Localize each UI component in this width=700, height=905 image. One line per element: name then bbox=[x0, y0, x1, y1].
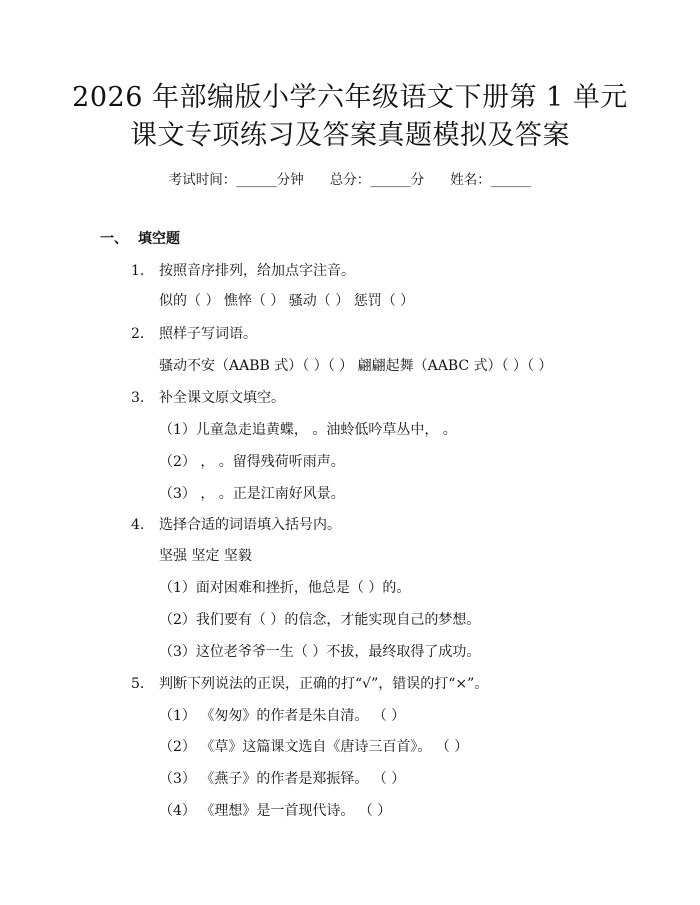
question-number: 3. bbox=[131, 390, 145, 406]
question-text: 判断下列说法的正误，正确的打“√”，错误的打“×”。 bbox=[159, 676, 489, 692]
question-5-line-2: （2） 《草》这篇课文选自《唐诗三百首》。 （ ） bbox=[159, 739, 469, 755]
question-4 bbox=[131, 515, 341, 535]
question-4-line-3: （3）这位老爷爷一生（ ）不拔，最终取得了成功。 bbox=[159, 644, 481, 660]
question-4-word-bank: 坚强 坚定 坚毅 bbox=[159, 548, 252, 564]
question-text: 选择合适的词语填入括号内。 bbox=[159, 517, 341, 533]
question-3-line-1: （1）儿童急走追黄蝶， 。油蛉低吟草丛中， 。 bbox=[159, 422, 457, 438]
question-2-line-1: 骚动不安（AABB 式）（ ）（ ） 翩翩起舞（AABC 式）（ ）（ ） bbox=[159, 358, 553, 374]
page-title-line2: 课文专项练习及答案真题模拟及答案 bbox=[130, 120, 570, 151]
question-text: 照样子写词语。 bbox=[159, 326, 257, 342]
exam-time-label: 考试时间：______分钟 bbox=[168, 172, 304, 188]
question-3 bbox=[131, 388, 285, 408]
question-4-line-1: （1）面对困难和挫折，他总是（ ）的。 bbox=[159, 580, 411, 596]
exam-meta bbox=[0, 168, 700, 188]
question-number: 2. bbox=[131, 326, 145, 342]
name-label: 姓名：______ bbox=[450, 172, 532, 188]
question-1 bbox=[131, 261, 355, 281]
question-number: 4. bbox=[131, 517, 145, 533]
question-5-line-4: （4） 《理想》是一首现代诗。 （ ） bbox=[159, 803, 392, 819]
question-5 bbox=[131, 674, 488, 694]
question-text: 按照音序排列，给加点字注音。 bbox=[159, 263, 355, 279]
question-2 bbox=[131, 324, 257, 344]
section-heading bbox=[100, 229, 180, 249]
score-label: 总分：______分 bbox=[329, 172, 425, 188]
question-3-line-2: （2） ， 。留得残荷听雨声。 bbox=[159, 454, 345, 470]
question-3-line-3: （3） ， 。正是江南好风景。 bbox=[159, 486, 345, 502]
question-4-line-2: （2）我们要有（ ）的信念，才能实现自己的梦想。 bbox=[159, 612, 481, 628]
page-title-line1: 2026 年部编版小学六年级语文下册第 1 单元 bbox=[72, 82, 628, 113]
question-1-line-1: 似的（ ） 憔悴（ ） 骚动（ ） 惩罚（ ） bbox=[159, 293, 415, 309]
section-title: 填空题 bbox=[138, 231, 180, 247]
question-5-line-1: （1） 《匆匆》的作者是朱自清。 （ ） bbox=[159, 708, 406, 724]
section-number: 一、 bbox=[100, 231, 128, 247]
question-number: 5. bbox=[131, 676, 145, 692]
question-text: 补全课文原文填空。 bbox=[159, 390, 285, 406]
question-number: 1. bbox=[131, 263, 145, 279]
question-5-line-3: （3） 《燕子》的作者是郑振铎。 （ ） bbox=[159, 771, 406, 787]
